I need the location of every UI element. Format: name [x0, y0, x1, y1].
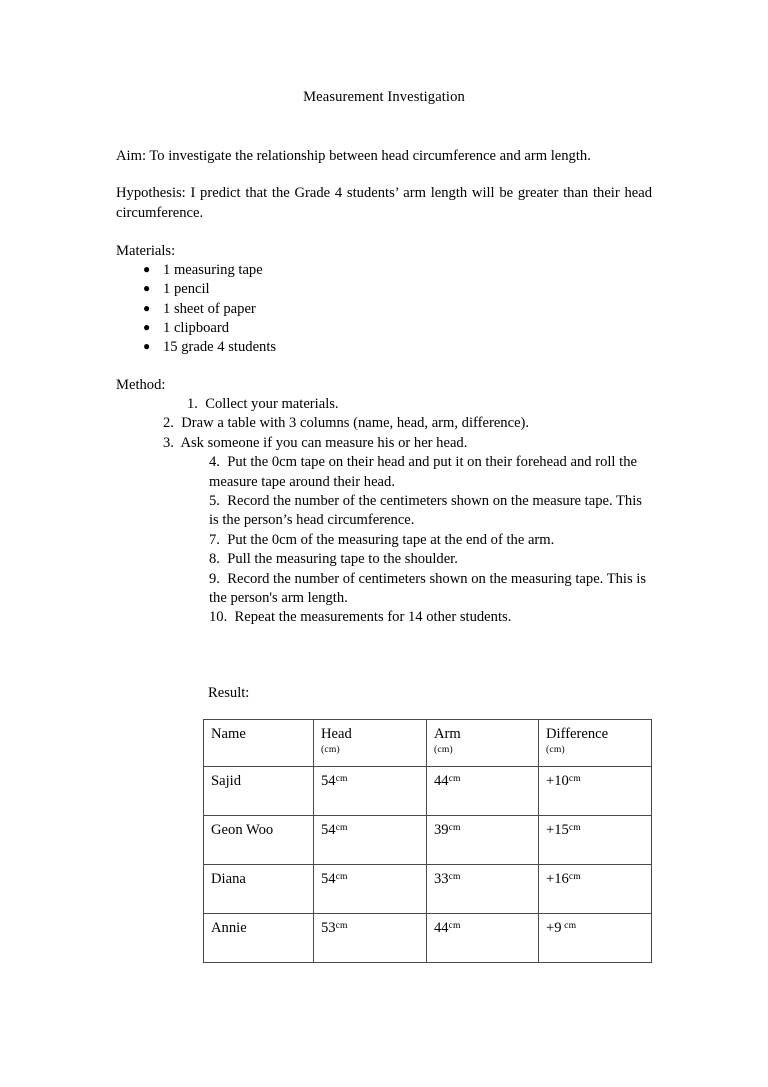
results-table [203, 719, 652, 963]
list-item-label: Record the number of the centimeters shown on the measure tape. This is the person’s head circumference. [209, 492, 642, 529]
table-row [204, 815, 652, 864]
list-item-label: Draw a table with 3 columns (name, head, arm, difference). [181, 415, 530, 432]
bullet-icon: ● [143, 339, 151, 354]
list-item-number: 10. [209, 609, 228, 626]
page-title: Measurement Investigation [303, 89, 465, 105]
list-item-label: 1 pencil [163, 281, 210, 298]
list-item [116, 608, 652, 627]
cell-name [204, 913, 314, 962]
column-header-unit: (cm) [546, 744, 565, 756]
cell-difference [539, 913, 652, 962]
table-row [204, 913, 652, 962]
cell-name [204, 815, 314, 864]
cell-unit: cm [568, 772, 581, 784]
list-item [116, 319, 652, 338]
column-header-arm [427, 719, 539, 766]
list-item-number: 4. [209, 454, 220, 471]
cell-unit: cm [561, 919, 577, 931]
column-header-name [204, 719, 314, 766]
cell-head [314, 913, 427, 962]
list-item-number: 8. [209, 551, 220, 568]
cell-value: +9 [546, 919, 562, 936]
list-item-number: 5. [209, 492, 220, 509]
method-list [116, 395, 652, 628]
bullet-icon: ● [143, 319, 151, 334]
list-item-label: Pull the measuring tape to the shoulder. [227, 551, 458, 568]
aim-paragraph: Aim: To investigate the relationship between head circumference and arm length. [116, 148, 591, 165]
cell-name [204, 766, 314, 815]
list-item-number: 2. [163, 415, 174, 432]
cell-difference [539, 815, 652, 864]
cell-unit: cm [448, 919, 461, 931]
cell-value: 54 [321, 821, 336, 838]
cell-difference [539, 766, 652, 815]
column-header-unit: (cm) [321, 744, 340, 756]
list-item [116, 395, 652, 414]
cell-unit: cm [568, 870, 581, 882]
table-row [204, 864, 652, 913]
bullet-icon: ● [143, 261, 151, 276]
list-item [116, 300, 652, 319]
list-item-label: Record the number of centimeters shown on the measuring tape. This is the person's arm length. [209, 570, 647, 606]
list-item [116, 531, 652, 550]
cell-value: 44 [434, 919, 449, 936]
cell-unit: cm [448, 821, 461, 833]
list-item-label: Put the 0cm of the measuring tape at the end of the arm. [227, 531, 555, 548]
cell-unit: cm [448, 772, 461, 784]
list-item-label: 1 clipboard [163, 319, 230, 336]
cell-unit: cm [448, 870, 461, 882]
list-item [116, 338, 652, 357]
method-heading: Method: [116, 376, 166, 393]
cell-value: +16 [546, 870, 569, 887]
cell-arm [427, 815, 539, 864]
cell-value: +15 [546, 821, 569, 838]
cell-arm [427, 864, 539, 913]
cell-value: 53 [321, 919, 336, 936]
list-item [116, 570, 652, 609]
cell-head [314, 864, 427, 913]
cell-value: Diana [211, 870, 246, 887]
list-item-label: 1 measuring tape [163, 261, 263, 278]
cell-value: Geon Woo [211, 821, 274, 838]
list-item [116, 492, 652, 531]
materials-heading: Materials: [116, 242, 176, 259]
list-item-number: 9. [209, 570, 220, 587]
hypothesis-paragraph: Hypothesis: I predict that the Grade 4 students’ arm length will be greater than their head circumference. [116, 185, 652, 222]
cell-value: Annie [211, 919, 247, 936]
cell-head [314, 815, 427, 864]
result-section [116, 683, 652, 963]
list-item-number: 7. [209, 531, 220, 548]
column-header-head [314, 719, 427, 766]
method-section [116, 375, 652, 628]
column-header-unit: (cm) [434, 744, 453, 756]
list-item-label: Collect your materials. [205, 395, 339, 412]
list-item [116, 434, 652, 453]
cell-unit: cm [335, 919, 348, 931]
table-row [204, 766, 652, 815]
column-header-difference [539, 719, 652, 766]
list-item-number: 1. [187, 395, 198, 412]
column-header-label: Difference [546, 725, 609, 742]
cell-value: 44 [434, 772, 449, 789]
table-header-row [204, 719, 652, 766]
list-item [116, 280, 652, 299]
cell-unit: cm [335, 821, 348, 833]
cell-unit: cm [568, 821, 581, 833]
cell-value: 33 [434, 870, 449, 887]
list-item-label: 15 grade 4 students [163, 339, 277, 356]
column-header-label: Name [211, 725, 246, 742]
cell-unit: cm [335, 772, 348, 784]
list-item [116, 261, 652, 280]
bullet-icon: ● [143, 281, 151, 296]
cell-arm [427, 913, 539, 962]
cell-arm [427, 766, 539, 815]
document-body [116, 88, 652, 963]
list-item-number: 3. [163, 434, 174, 451]
cell-value: +10 [546, 772, 569, 789]
list-item [116, 453, 652, 492]
list-item-label: 1 sheet of paper [163, 300, 256, 317]
cell-value: 54 [321, 870, 336, 887]
list-item [116, 550, 652, 569]
list-item-label: Ask someone if you can measure his or her head. [180, 434, 468, 451]
cell-value: Sajid [211, 772, 241, 789]
cell-name [204, 864, 314, 913]
column-header-label: Arm [434, 725, 461, 742]
list-item [116, 414, 652, 433]
cell-unit: cm [335, 870, 348, 882]
list-item-label: Repeat the measurements for 14 other students. [234, 609, 512, 626]
column-header-label: Head [321, 725, 352, 742]
cell-value: 39 [434, 821, 449, 838]
bullet-icon: ● [143, 300, 151, 315]
cell-head [314, 766, 427, 815]
list-item-label: Put the 0cm tape on their head and put it on their forehead and roll the measure tape around their head. [209, 454, 637, 490]
result-heading: Result: [208, 684, 250, 701]
materials-list [116, 261, 652, 358]
cell-value: 54 [321, 772, 336, 789]
cell-difference [539, 864, 652, 913]
